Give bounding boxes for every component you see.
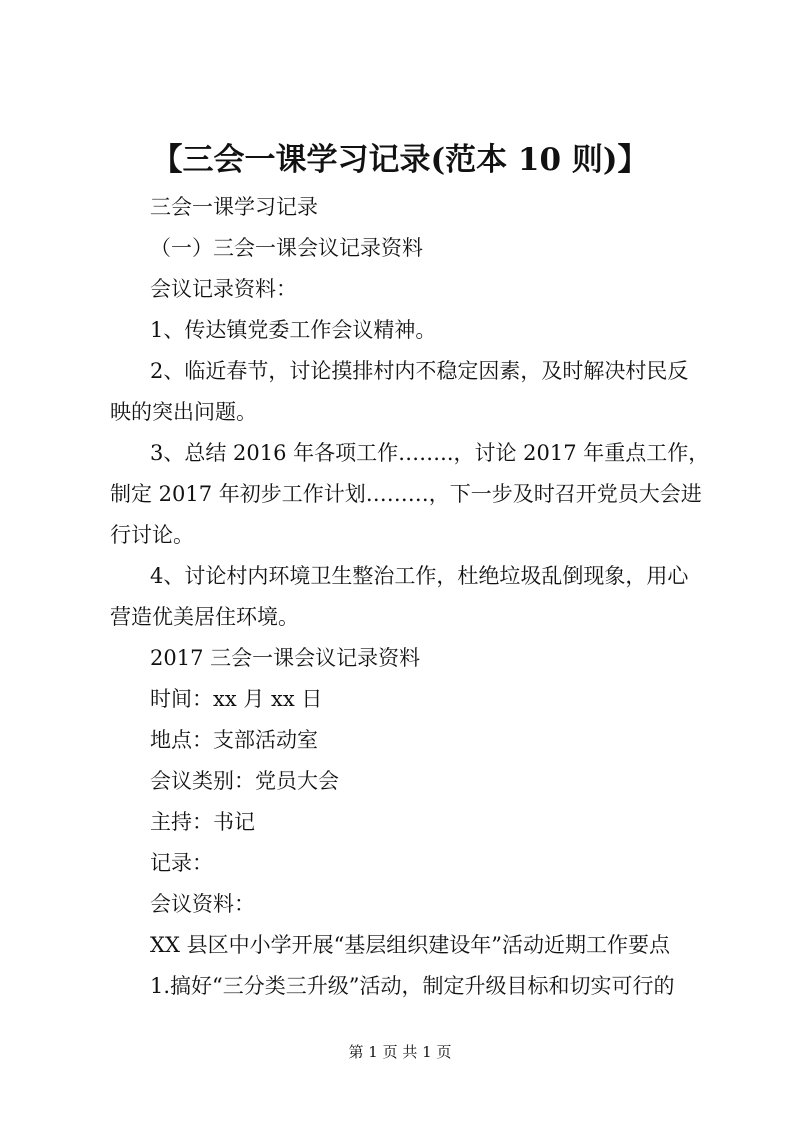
line-location: 地点：支部活动室 bbox=[150, 728, 318, 752]
line-meeting-content: 会议资料： bbox=[150, 892, 255, 916]
line-item-2a: 2、临近春节，讨论摸排村内不稳定因素，及时解决村民反 bbox=[150, 359, 689, 383]
line-host: 主持：书记 bbox=[150, 810, 255, 834]
line-section-2017: 2017 三会一课会议记录资料 bbox=[150, 646, 421, 670]
line-section-1: （一）三会一课会议记录资料 bbox=[150, 236, 423, 260]
line-item-4a: 4、讨论村内环境卫生整治工作，杜绝垃圾乱倒现象，用心 bbox=[150, 564, 689, 588]
line-xx-county: XX 县区中小学开展“基层组织建设年”活动近期工作要点 bbox=[150, 933, 671, 957]
page-footer: 第 1 页 共 1 页 bbox=[348, 1043, 452, 1061]
line-item-2b: 映的突出问题。 bbox=[110, 400, 257, 424]
line-item-3c: 行讨论。 bbox=[110, 523, 194, 547]
line-time: 时间：xx 月 xx 日 bbox=[150, 687, 323, 711]
line-item-3b: 制定 2017 年初步工作计划………，下一步及时召开党员大会进 bbox=[110, 482, 702, 506]
line-point-1: 1.搞好“三分类三升级”活动，制定升级目标和切实可行的 bbox=[150, 974, 675, 998]
line-recorder: 记录： bbox=[150, 851, 213, 875]
document-title: 【三会一课学习记录(范本 10 则)】 bbox=[151, 142, 649, 178]
line-meeting-type: 会议类别：党员大会 bbox=[150, 769, 339, 793]
line-item-4b: 营造优美居住环境。 bbox=[110, 605, 299, 629]
line-heading: 三会一课学习记录 bbox=[150, 195, 318, 219]
line-record-label: 会议记录资料： bbox=[150, 277, 297, 301]
line-item-1: 1、传达镇党委工作会议精神。 bbox=[150, 318, 437, 342]
line-item-3a: 3、总结 2016 年各项工作……..，讨论 2017 年重点工作， bbox=[150, 441, 710, 465]
